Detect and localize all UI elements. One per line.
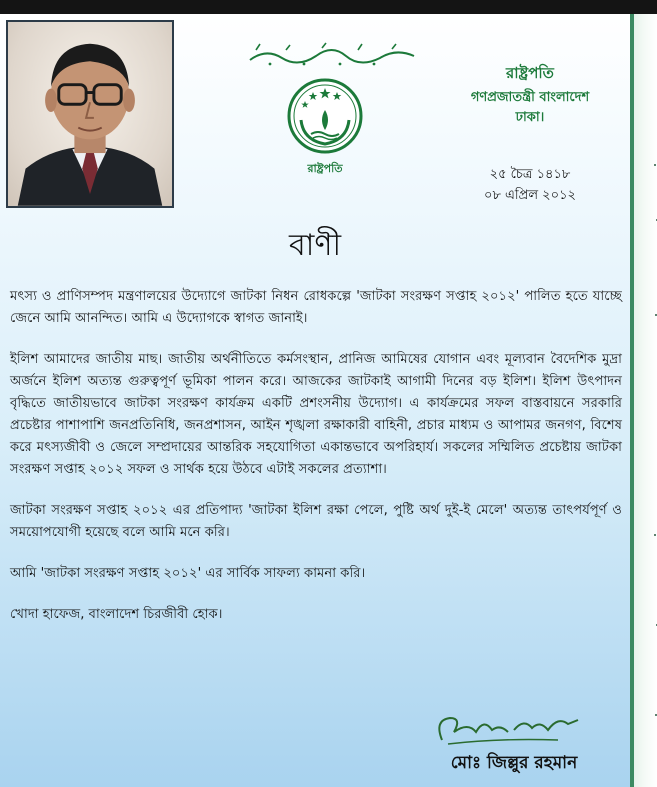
portrait-image <box>8 22 172 206</box>
top-border <box>0 0 657 14</box>
city-name: ঢাকা। <box>515 110 545 125</box>
message-page <box>0 14 630 787</box>
gregorian-date: ০৮ এপ্রিল ২০১২ <box>484 188 576 203</box>
signer-name: মোঃ জিল্লুর রহমান <box>450 753 578 773</box>
bangla-date: ২৫ চৈত্র ১৪১৮ <box>489 167 571 182</box>
handwritten-signature <box>428 710 588 748</box>
office-block <box>436 62 624 128</box>
bismillah-calligraphy <box>246 42 418 68</box>
paragraph: মৎস্য ও প্রাণিসম্পদ মন্ত্রণালয়ের উদ্যোগে জাটকা নিধন রোধকল্পে 'জাটকা সংরক্ষণ সপ্তাহ ২০১২' পালিত হতে যাচ্ছে জেনে আমি আনন্দিত। আমি এ উদ্যোগকে স্বাগত জানাই। <box>10 289 622 326</box>
paragraph: আমি 'জাটকা সংরক্ষণ সপ্তাহ ২০১২' এর সার্বিক সাফল্য কামনা করি। <box>10 566 366 581</box>
presidential-emblem <box>283 74 367 182</box>
adjacent-page-edge <box>630 14 657 787</box>
message-body <box>10 286 622 645</box>
paragraph: খোদা হাফেজ, বাংলাদেশ চিরজীবী হোক। <box>10 607 223 622</box>
emblem-label: রাষ্ট্রপতি <box>307 162 343 175</box>
message-heading: বাণী <box>288 228 342 263</box>
paragraph: জাটকা সংরক্ষণ সপ্তাহ ২০১২ এর প্রতিপাদ্য 'জাটকা ইলিশ রক্ষা পেলে, পুষ্টি অর্থ দুই-ই মেলে' অত্যন্ত তাৎপর্যপূর্ণ ও সময়োপযোগী হয়েছে বলে আমি মনে করি। <box>10 503 622 540</box>
speck <box>654 164 656 166</box>
office-title: রাষ্ট্রপতি <box>506 64 554 82</box>
paragraph: ইলিশ আমাদের জাতীয় মাছ। জাতীয় অর্থনীতিতে কর্মসংস্থান, প্রানিজ আমিষের যোগান এবং মূল্যবান বৈদেশিক মুদ্রা অর্জনে ইলিশ অত্যন্ত গুরুত্বপূর্ণ ভূমিকা পালন করে। আজকের জাটকাই আগামী দিনের বড় ইলিশ। ইলিশ উৎপাদন বৃদ্ধিতে জাতীয়ভাবে জাটকা সংরক্ষণ কার্যক্রম একটি প্রশংসনীয় উদ্যোগ। এ কার্যক্রমের সফল বাস্তবায়নে সরকারি প্রচেষ্টার পাশাপাশি জনপ্রতিনিধি, জনপ্রশাসন, আইন শৃঙ্খলা রক্ষাকারী বাহিনী, প্রচার মাধ্যম ও আপামর জনগণ, বিশেষ করে মৎস্যজীবী ও জেলে সম্প্রদায়ের আন্তরিক সহযোগিতা একান্তভাবে অপরিহার্য। সকলের সম্মিলিত প্রচেষ্টায় জাটকা সংরক্ষণ সপ্তাহ ২০১২ সফল ও সার্থক হয়ে উঠবে এটাই সকলের প্রত্যাশা। <box>10 352 622 477</box>
president-portrait <box>6 20 174 208</box>
speck <box>654 534 656 536</box>
republic-name: গণপ্রজাতন্ত্রী বাংলাদেশ <box>470 90 590 105</box>
date-block <box>436 164 624 206</box>
